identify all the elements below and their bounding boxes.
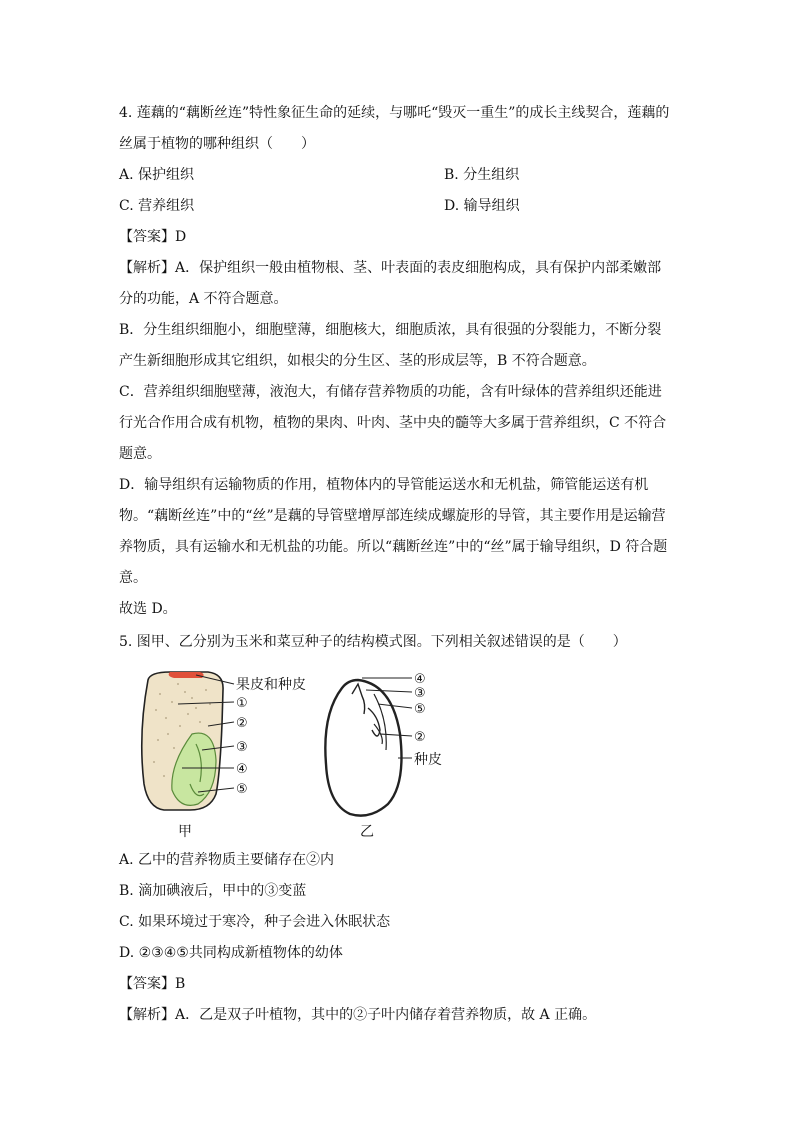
bean-label-seedcoat: 种皮 — [414, 752, 442, 768]
q4-conclusion: 故选 D。 — [119, 601, 177, 617]
corn-label-5: ⑤ — [236, 782, 248, 797]
corn-label-4: ④ — [236, 762, 248, 777]
corn-caption: 甲 — [178, 824, 192, 840]
bean-seed-diagram — [325, 672, 442, 840]
corn-label-3: ③ — [236, 740, 248, 755]
bean-label-3: ③ — [414, 686, 426, 701]
q4-option-b: B. 分生组织 — [444, 167, 520, 183]
seed-structure-figure — [130, 664, 460, 844]
corn-seed-diagram — [142, 672, 306, 840]
q4-answer: 【答案】D — [119, 229, 187, 245]
q5-answer: 【答案】B — [119, 976, 186, 992]
q5-option-c: C. 如果环境过于寒冷，种子会进入休眠状态 — [119, 914, 391, 930]
corn-label-1: ① — [236, 696, 248, 711]
q5-option-a: A. 乙中的营养物质主要储存在②内 — [119, 852, 335, 868]
q4-analysis-line: 题意。 — [119, 446, 161, 462]
q4-analysis-line: 分的功能，A 不符合题意。 — [119, 291, 288, 307]
q4-option-d: D. 输导组织 — [444, 198, 520, 214]
q4-analysis-line: 【解析】A．保护组织一般由植物根、茎、叶表面的表皮细胞构成，具有保护内部柔嫩部 — [119, 260, 662, 276]
bean-label-4: ④ — [414, 672, 426, 687]
corn-label-pericarp: 果皮和种皮 — [236, 677, 306, 693]
bean-label-2: ② — [414, 730, 426, 745]
q4-stem-line1: 4. 莲藕的“藕断丝连”特性象征生命的延续，与哪吒“毁灭一重生”的成长主线契合，莲藕的 — [119, 105, 670, 121]
q4-analysis-line: 意。 — [119, 570, 147, 586]
q5-option-b: B. 滴加碘液后，甲中的③变蓝 — [119, 883, 307, 899]
q4-analysis-line: B．分生组织细胞小，细胞壁薄，细胞核大，细胞质浓，具有很强的分裂能力，不断分裂 — [119, 322, 662, 338]
q4-analysis-line: C．营养组织细胞壁薄，液泡大，有储存营养物质的功能，含有叶绿体的营养组织还能进 — [119, 384, 662, 400]
q5-stem: 5. 图甲、乙分别为玉米和菜豆种子的结构模式图。下列相关叙述错误的是（ ） — [119, 634, 627, 650]
bean-caption: 乙 — [360, 824, 374, 840]
q5-analysis-line: 【解析】A．乙是双子叶植物，其中的②子叶内储存着营养物质，故 A 正确。 — [119, 1007, 597, 1023]
corn-pericarp-highlight — [169, 672, 204, 678]
q4-stem-line2: 丝属于植物的哪种组织（ ） — [119, 136, 315, 152]
q4-analysis-line: 行光合作用合成有机物，植物的果肉、叶肉、茎中央的髓等大多属于营养组织，C 不符合 — [119, 415, 667, 431]
q4-analysis-line: 产生新细胞形成其它组织，如根尖的分生区、茎的形成层等，B 不符合题意。 — [119, 353, 596, 369]
q4-option-a: A. 保护组织 — [119, 167, 195, 183]
corn-label-2: ② — [236, 716, 248, 731]
q4-analysis-line: 养物质，具有运输水和无机盐的功能。所以“藕断丝连”中的“丝”属于输导组织，D 符合题 — [119, 539, 668, 555]
q4-analysis-line: D．输导组织有运输物质的作用，植物体内的导管能运送水和无机盐，筛管能运送有机 — [119, 477, 649, 493]
q5-option-d: D. ②③④⑤共同构成新植物体的幼体 — [119, 945, 343, 961]
q4-analysis-line: 物。“藕断丝连”中的“丝”是藕的导管壁增厚部连续成螺旋形的导管，其主要作用是运输营 — [119, 508, 666, 524]
q4-option-c: C. 营养组织 — [119, 198, 195, 214]
bean-label-5: ⑤ — [414, 702, 426, 717]
